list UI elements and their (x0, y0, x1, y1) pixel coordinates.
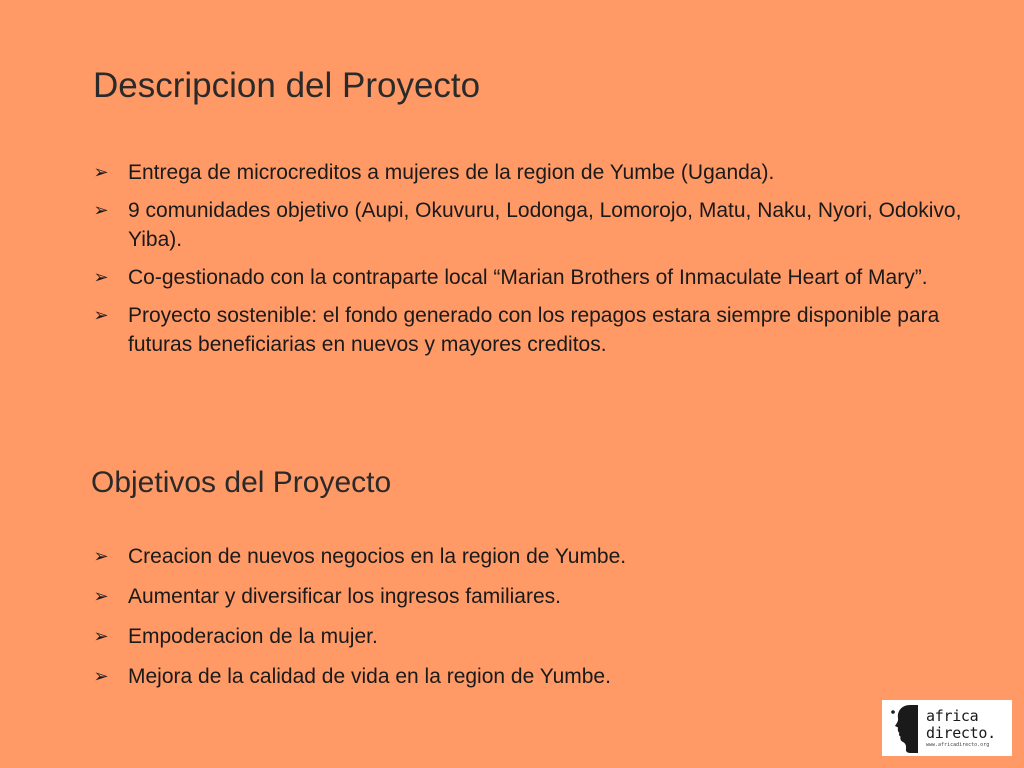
list-item-text: Proyecto sostenible: el fondo generado con los repagos estara siempre disponible para futuras beneficiarias en nuevos y mayores creditos. (128, 304, 940, 356)
arrow-bullet-icon: ➢ (93, 267, 109, 287)
list-item (90, 622, 970, 651)
arrow-bullet-icon: ➢ (93, 305, 109, 325)
list-item-text: Co-gestionado con la contraparte local “Marian Brothers of Inmaculate Heart of Mary”. (128, 266, 928, 289)
page-title: Descripcion del Proyecto (93, 66, 481, 105)
arrow-bullet-icon: ➢ (93, 200, 109, 220)
logo-text-line2: directo. (926, 723, 996, 742)
logo-wordmark (926, 708, 996, 749)
descripcion-list (90, 158, 970, 368)
objetivos-list (90, 542, 970, 702)
logo-url-text: www.africadirecto.org (926, 741, 990, 748)
list-item (90, 263, 970, 292)
list-item (90, 196, 970, 254)
list-item (90, 301, 970, 359)
list-item-text: 9 comunidades objetivo (Aupi, Okuvuru, Lodonga, Lomorojo, Matu, Naku, Nyori, Odokivo, Yiba). (128, 199, 962, 251)
logo-text-line1: africa (926, 706, 979, 725)
list-item (90, 542, 970, 571)
list-item-text: Aumentar y diversificar los ingresos familiares. (128, 585, 561, 608)
africa-directo-logo (882, 700, 1012, 756)
list-item (90, 158, 970, 187)
list-item-text: Mejora de la calidad de vida en la region de Yumbe. (128, 665, 611, 688)
list-item-text: Creacion de nuevos negocios en la region de Yumbe. (128, 545, 627, 568)
arrow-bullet-icon: ➢ (93, 626, 109, 646)
arrow-bullet-icon: ➢ (93, 666, 109, 686)
list-item-text: Empoderacion de la mujer. (128, 625, 378, 648)
face-profile-icon (888, 702, 924, 754)
section-heading-objetivos: Objetivos del Proyecto (91, 466, 392, 499)
arrow-bullet-icon: ➢ (93, 162, 109, 182)
arrow-bullet-icon: ➢ (93, 546, 109, 566)
list-item (90, 662, 970, 691)
list-item (90, 582, 970, 611)
arrow-bullet-icon: ➢ (93, 586, 109, 606)
list-item-text: Entrega de microcreditos a mujeres de la region de Yumbe (Uganda). (128, 161, 775, 184)
